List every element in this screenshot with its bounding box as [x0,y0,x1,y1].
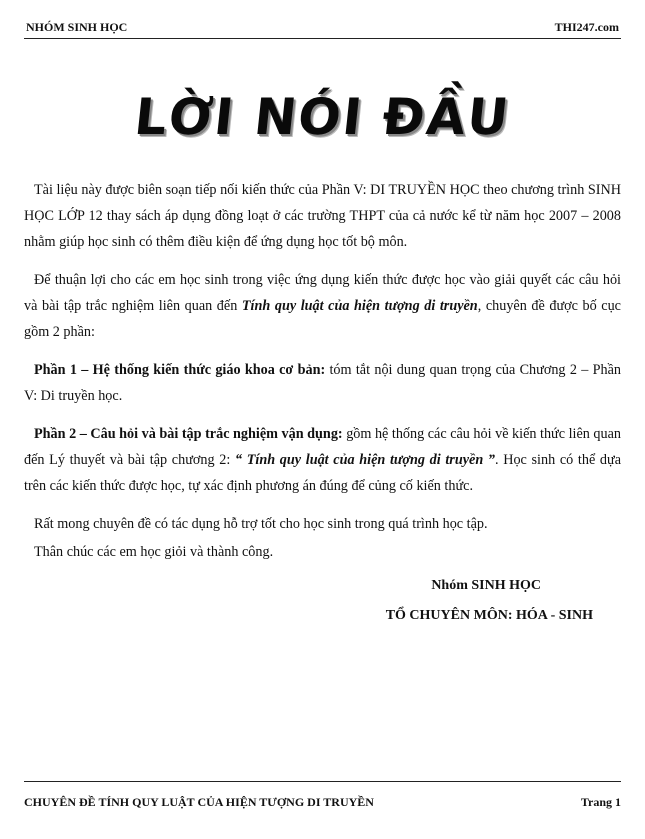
paragraph-hope: Rất mong chuyên đề có tác dụng hỗ trợ tốt cho học sinh trong quá trình học tập. [34,516,488,532]
signature-department: TỔ CHUYÊN MÔN: HÓA - SINH [385,608,593,623]
signature-group: Nhóm SINH HỌC [431,578,541,593]
paragraph-wishes: Thân chúc các em học giỏi và thành công. [34,544,274,560]
part-1-heading: Phần 1 – Hệ thống kiến thức giáo khoa cơ bản: [34,362,326,378]
part-2-heading: Phần 2 – Câu hỏi và bài tập trắc nghiệm vận dụng: [34,426,343,442]
document-body [24,177,621,567]
header-site-link[interactable]: THI247.com [554,20,619,34]
page-header [24,18,621,39]
page-title: LỜI NÓI ĐẦU [131,88,514,146]
page-footer [24,781,621,810]
paragraph-part-2: Phần 2 – Câu hỏi và bài tập trắc nghiệm vận dụng: gồm hệ thống các câu hỏi về kiến thức liên quan đến Lý thuyết và bài tập chương 2: “ Tính quy luật của hiện tượng di truyền ”. Học sinh có thể dựa trên các kiến thức được học, tự xác định phương án đúng để củng cố kiến thức. [24,426,621,494]
page-number: Trang 1 [580,795,621,809]
chapter-title-emphasis: “ Tính quy luật của hiện tượng di truyền ” [234,452,495,468]
footer-topic: CHUYÊN ĐỀ TÍNH QUY LUẬT CỦA HIỆN TƯỢNG DI TRUYỀN [24,795,374,809]
header-group-name: NHÓM SINH HỌC [26,20,128,34]
paragraph-part-1: Phần 1 – Hệ thống kiến thức giáo khoa cơ bản: tóm tắt nội dung quan trọng của Chương 2 – Phần V: Di truyền học. [24,362,621,404]
paragraph-purpose: Để thuận lợi cho các em học sinh trong việc ứng dụng kiến thức được học vào giải quyết các câu hỏi và bài tập trắc nghiệm liên quan đến Tính quy luật của hiện tượng di truyền, chuyên đề được bố cục gồm 2 phần: [24,272,621,340]
topic-emphasis: Tính quy luật của hiện tượng di truyền [241,298,478,314]
paragraph-intro: Tài liệu này được biên soạn tiếp nối kiến thức của Phần V: DI TRUYỀN HỌC theo chương trình SINH HỌC LỚP 12 thay sách áp dụng đồng loạt ở các trường THPT của cả nước kể từ năm học 2007 – 2008 nhằm giúp học sinh có thêm điều kiện để ứng dụng học tốt bộ môn. [24,182,621,250]
